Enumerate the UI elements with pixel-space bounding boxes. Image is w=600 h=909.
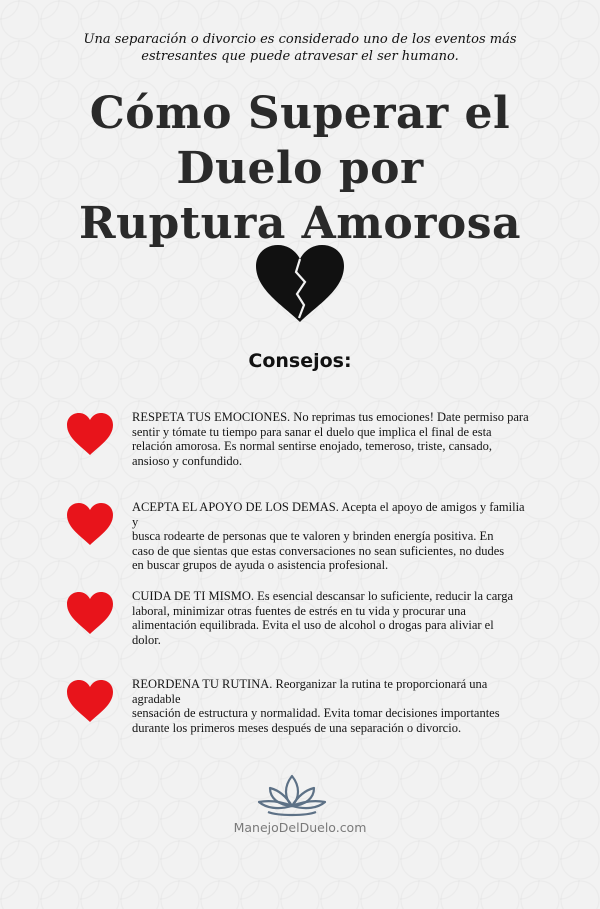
- title-line: Ruptura Amorosa: [79, 198, 521, 249]
- tip-item: [0, 410, 600, 490]
- tip-line: sensación de estructura y normalidad. Evita tomar decisiones importantes: [132, 706, 500, 720]
- title-line: Duelo por: [176, 143, 424, 194]
- tip-line: en buscar grupos de ayuda o asistencia profesional.: [132, 558, 389, 572]
- lotus-icon: [256, 772, 328, 818]
- tip-item: [0, 589, 600, 669]
- tip-line: CUIDA DE TI MISMO. Es esencial descansar lo suficiente, reducir la carga: [132, 589, 514, 603]
- tip-line: laboral, minimizar otras fuentes de estrés en tu vida y procurar una: [132, 603, 466, 618]
- tip-text: [132, 500, 532, 573]
- tip-line: durante los primeros meses después de una separación o divorcio.: [132, 720, 462, 735]
- tip-item: [0, 500, 600, 580]
- tip-line: RESPETA TUS EMOCIONES. No reprimas tus emociones! Date permiso para: [132, 410, 529, 424]
- intro-line: Una separación o divorcio es considerado uno de los eventos más: [83, 32, 517, 47]
- title-line: Cómo Superar el: [89, 88, 511, 139]
- footer-site-name: ManejoDelDuelo.com: [233, 820, 367, 835]
- heart-icon: [66, 591, 114, 635]
- tip-line: busca rodearte de personas que te valoren y brinden energía positiva. En: [132, 529, 494, 543]
- heart-icon: [66, 679, 114, 723]
- intro-text: [80, 31, 520, 65]
- tip-item: [0, 677, 600, 757]
- tip-line: dolor.: [132, 632, 161, 647]
- tip-line: relación amorosa. Es normal sentirse enojado, temeroso, triste, cansado,: [132, 439, 492, 453]
- section-heading: Consejos:: [248, 350, 352, 372]
- tip-text: [132, 677, 532, 735]
- heart-icon: [66, 502, 114, 546]
- intro-line: estresantes que puede atravesar el ser humano.: [141, 49, 459, 64]
- tip-line: ansioso y confundido.: [132, 453, 243, 468]
- heart-icon: [66, 412, 114, 456]
- broken-heart-icon: [254, 244, 346, 324]
- tip-line: alimentación equilibrada. Evita el uso de alcohol o drogas para aliviar el: [132, 618, 494, 632]
- tip-line: caso de que sientas que estas conversaciones no sean suficientes, no dudes: [132, 543, 505, 558]
- tip-line: sentir y tómate tu tiempo para sanar el duelo que implica el final de esta: [132, 424, 492, 439]
- tip-text: [132, 410, 532, 468]
- tip-text: [132, 589, 532, 647]
- tip-line: ACEPTA EL APOYO DE LOS DEMAS. Acepta el apoyo de amigos y familia y: [132, 500, 525, 529]
- tip-line: REORDENA TU RUTINA. Reorganizar la rutina te proporcionará una agradable: [132, 677, 488, 706]
- page-title: [0, 86, 600, 251]
